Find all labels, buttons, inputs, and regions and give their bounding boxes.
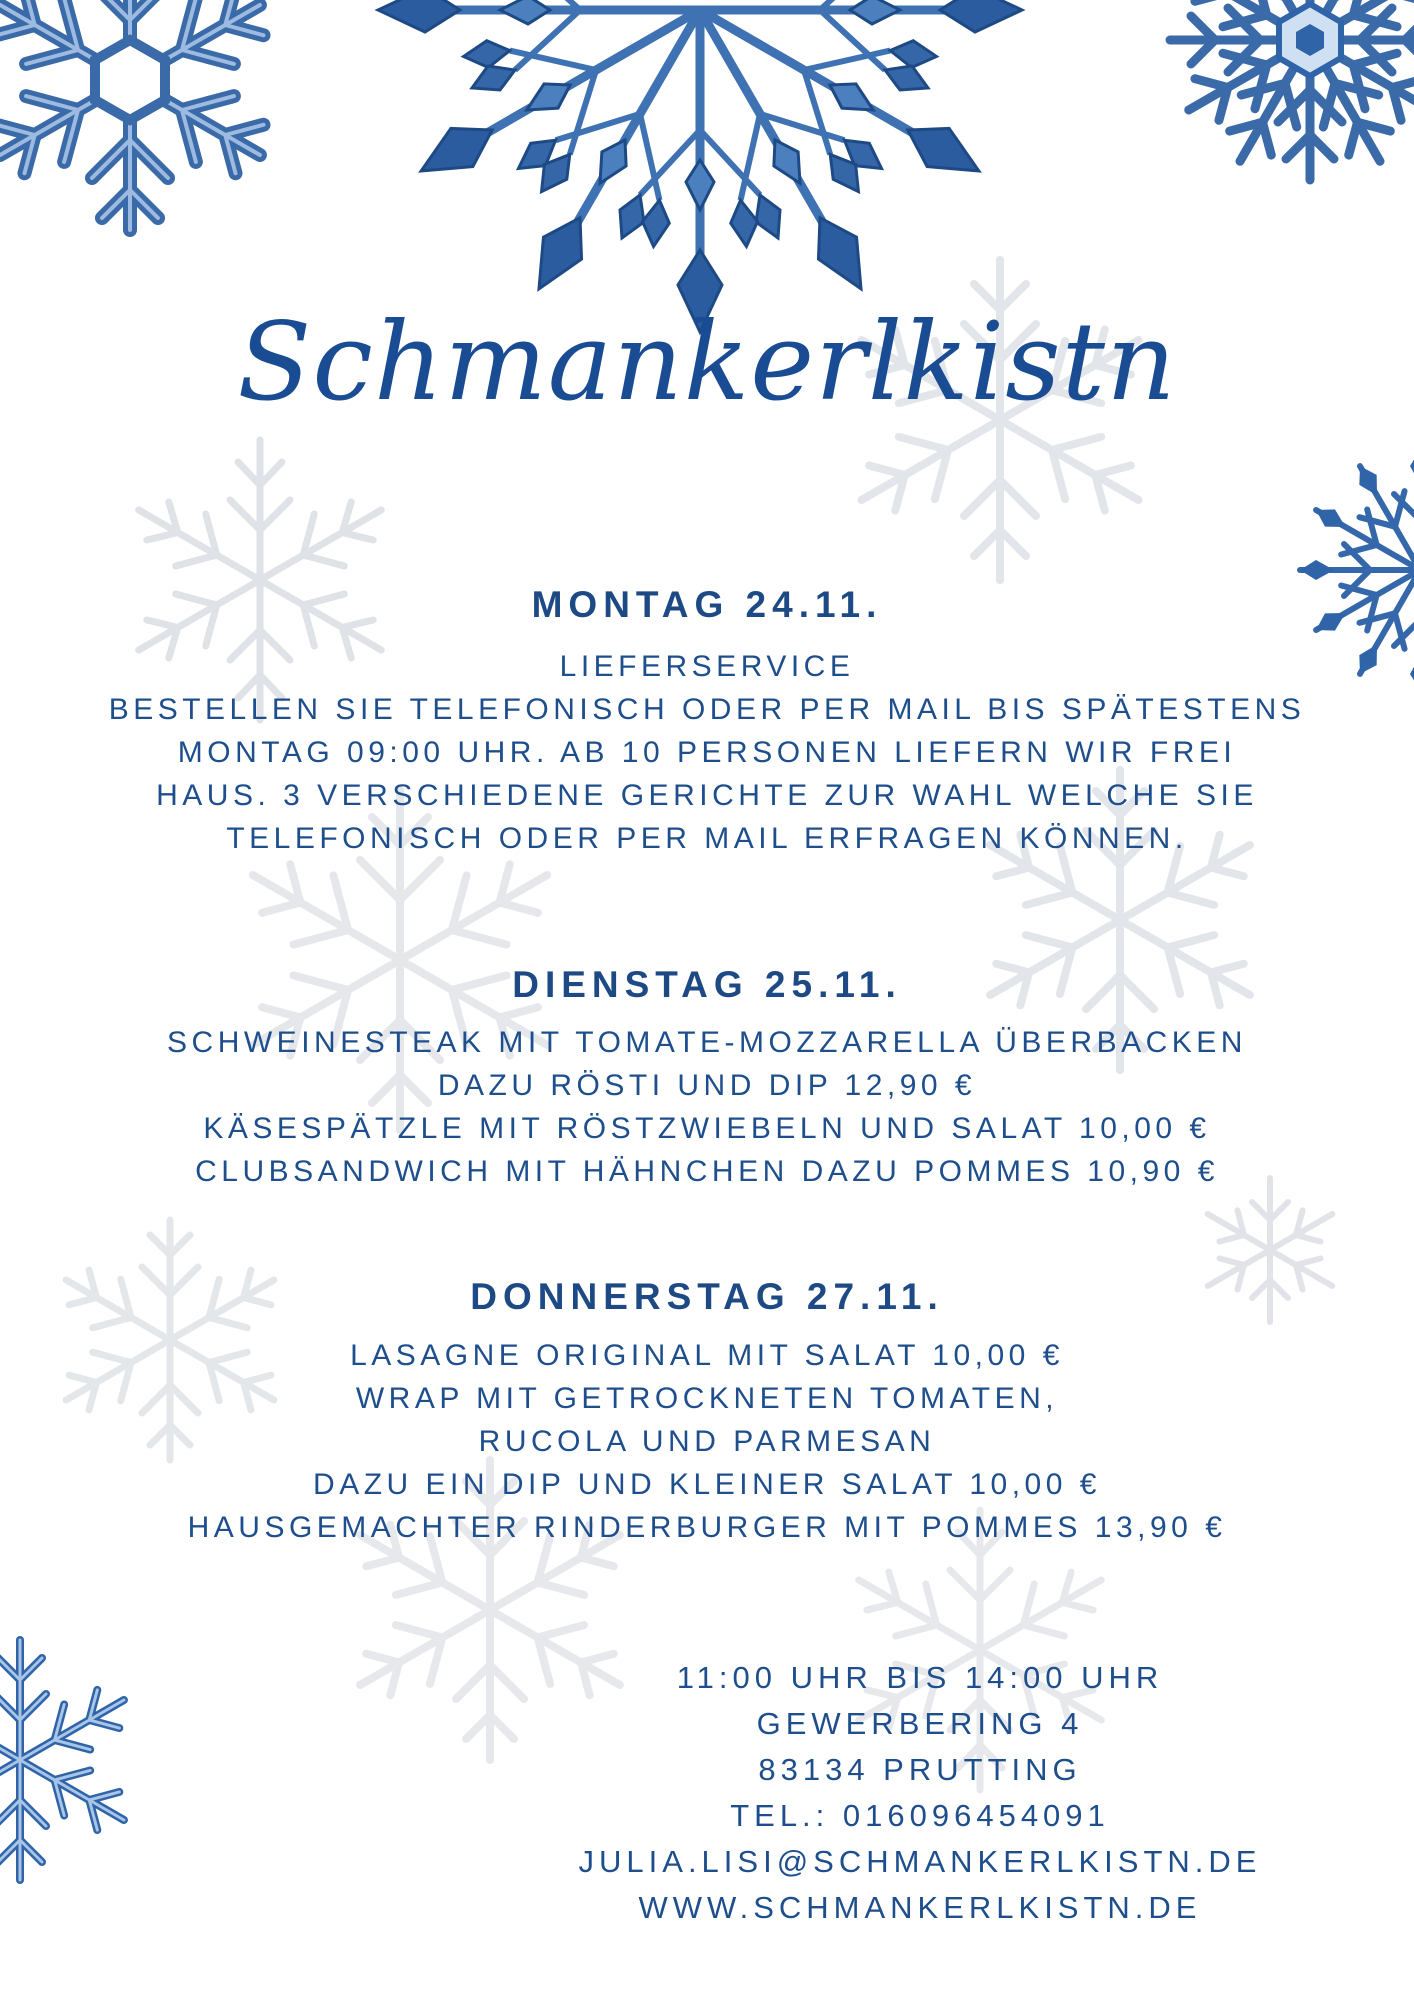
brand-title: Schmankerlkistn [237, 300, 1177, 425]
phone-number: TEL.: 016096454091 [730, 1798, 1110, 1833]
snowflake-icon [0, 1630, 150, 1890]
snowflake-icon [1160, 0, 1414, 190]
snowflake-icon [0, 0, 300, 250]
menu-line: TELEFONISCH ODER PER MAIL ERFRAGEN KÖNNEN. [226, 822, 1188, 855]
email-address: JULIA.LISI@SCHMANKERLKISTN.DE [578, 1844, 1262, 1879]
address-city: 83134 PRUTTING [758, 1752, 1082, 1787]
menu-line: DAZU EIN DIP UND KLEINER SALAT 10,00 € [313, 1468, 1101, 1501]
menu-line: MONTAG 09:00 UHR. AB 10 PERSONEN LIEFERN WIR FREI [177, 736, 1237, 769]
menu-line: LIEFERSERVICE [559, 650, 855, 683]
day-title-thursday: DONNERSTAG 27.11. [470, 1276, 944, 1317]
address-street: GEWERBERING 4 [756, 1706, 1084, 1741]
menu-line: DAZU RÖSTI UND DIP 12,90 € [437, 1069, 977, 1102]
menu-line: HAUSGEMACHTER RINDERBURGER MIT POMMES 13,90 € [187, 1511, 1227, 1544]
menu-line: KÄSESPÄTZLE MIT RÖSTZWIEBELN UND SALAT 10,00 € [203, 1112, 1211, 1145]
menu-line: CLUBSANDWICH MIT HÄHNCHEN DAZU POMMES 10,90 € [195, 1155, 1219, 1188]
menu-line: SCHWEINESTEAK MIT TOMATE-MOZZARELLA ÜBERBACKEN [167, 1026, 1247, 1059]
menu-line: LASAGNE ORIGINAL MIT SALAT 10,00 € [350, 1339, 1064, 1372]
day-body-monday [0, 645, 1414, 860]
menu-line: BESTELLEN SIE TELEFONISCH ODER PER MAIL BIS SPÄTESTENS [108, 693, 1306, 726]
snowflake-icon [360, 0, 1040, 350]
contact-block [560, 1655, 1280, 1931]
menu-line: HAUS. 3 VERSCHIEDENE GERICHTE ZUR WAHL WELCHE SIE [156, 779, 1258, 812]
website-url: WWW.SCHMANKERLKISTN.DE [638, 1890, 1202, 1925]
day-title-tuesday: DIENSTAG 25.11. [512, 964, 902, 1005]
menu-line: RUCOLA UND PARMESAN [478, 1425, 936, 1458]
day-title-monday: MONTAG 24.11. [531, 584, 883, 625]
opening-hours: 11:00 UHR BIS 14:00 UHR [676, 1660, 1164, 1695]
day-body-tuesday [0, 1021, 1414, 1193]
menu-line: WRAP MIT GETROCKNETEN TOMATEN, [355, 1382, 1059, 1415]
day-body-thursday [0, 1334, 1414, 1549]
